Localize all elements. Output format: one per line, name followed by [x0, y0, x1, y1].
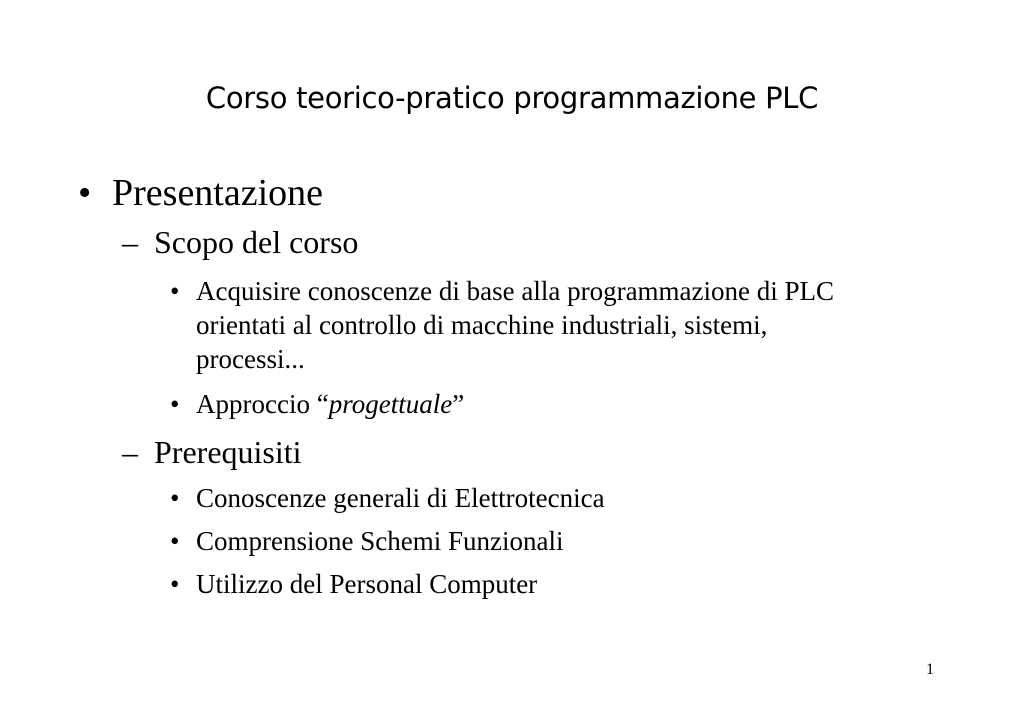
approccio-italic: progettuale	[328, 389, 453, 419]
text-line: Acquisire conoscenze di base alla programmazione di PLC	[196, 276, 835, 306]
bullet-marker: •	[170, 569, 180, 599]
bullet-marker: •	[170, 483, 180, 513]
list-item-text: Utilizzo del Personal Computer	[196, 569, 538, 599]
prerequisiti-heading: Prerequisiti	[154, 434, 302, 470]
list-item-text	[196, 387, 464, 421]
approccio-prefix: Approccio “	[196, 389, 329, 419]
list-item-prerequisite	[170, 567, 537, 601]
list-item-text: Comprensione Schemi Funzionali	[196, 526, 564, 556]
page-number: 1	[926, 661, 934, 678]
dash-marker: –	[122, 434, 138, 470]
list-item-approccio	[170, 387, 464, 421]
sub-heading-scopo	[122, 223, 358, 261]
bullet-marker: •	[78, 172, 92, 214]
dash-marker: –	[122, 224, 138, 260]
slide-title: Corso teorico-pratico programmazione PLC	[205, 81, 819, 115]
approccio-suffix: ”	[452, 389, 465, 419]
text-line: processi...	[196, 344, 305, 374]
bullet-marker: •	[170, 389, 180, 419]
list-item-text	[196, 274, 834, 376]
bullet-presentazione	[78, 170, 323, 216]
text-line: orientati al controllo di macchine industriali, sistemi,	[196, 310, 768, 340]
section-heading: Presentazione	[112, 172, 324, 214]
sub-heading-prerequisiti	[122, 433, 302, 471]
scopo-heading: Scopo del corso	[154, 224, 359, 260]
list-item-text: Conoscenze generali di Elettrotecnica	[196, 483, 605, 513]
bullet-marker: •	[170, 276, 180, 306]
list-item-prerequisite	[170, 524, 563, 558]
bullet-marker: •	[170, 526, 180, 556]
list-item-prerequisite	[170, 481, 605, 515]
list-item-acquisire	[170, 274, 834, 376]
